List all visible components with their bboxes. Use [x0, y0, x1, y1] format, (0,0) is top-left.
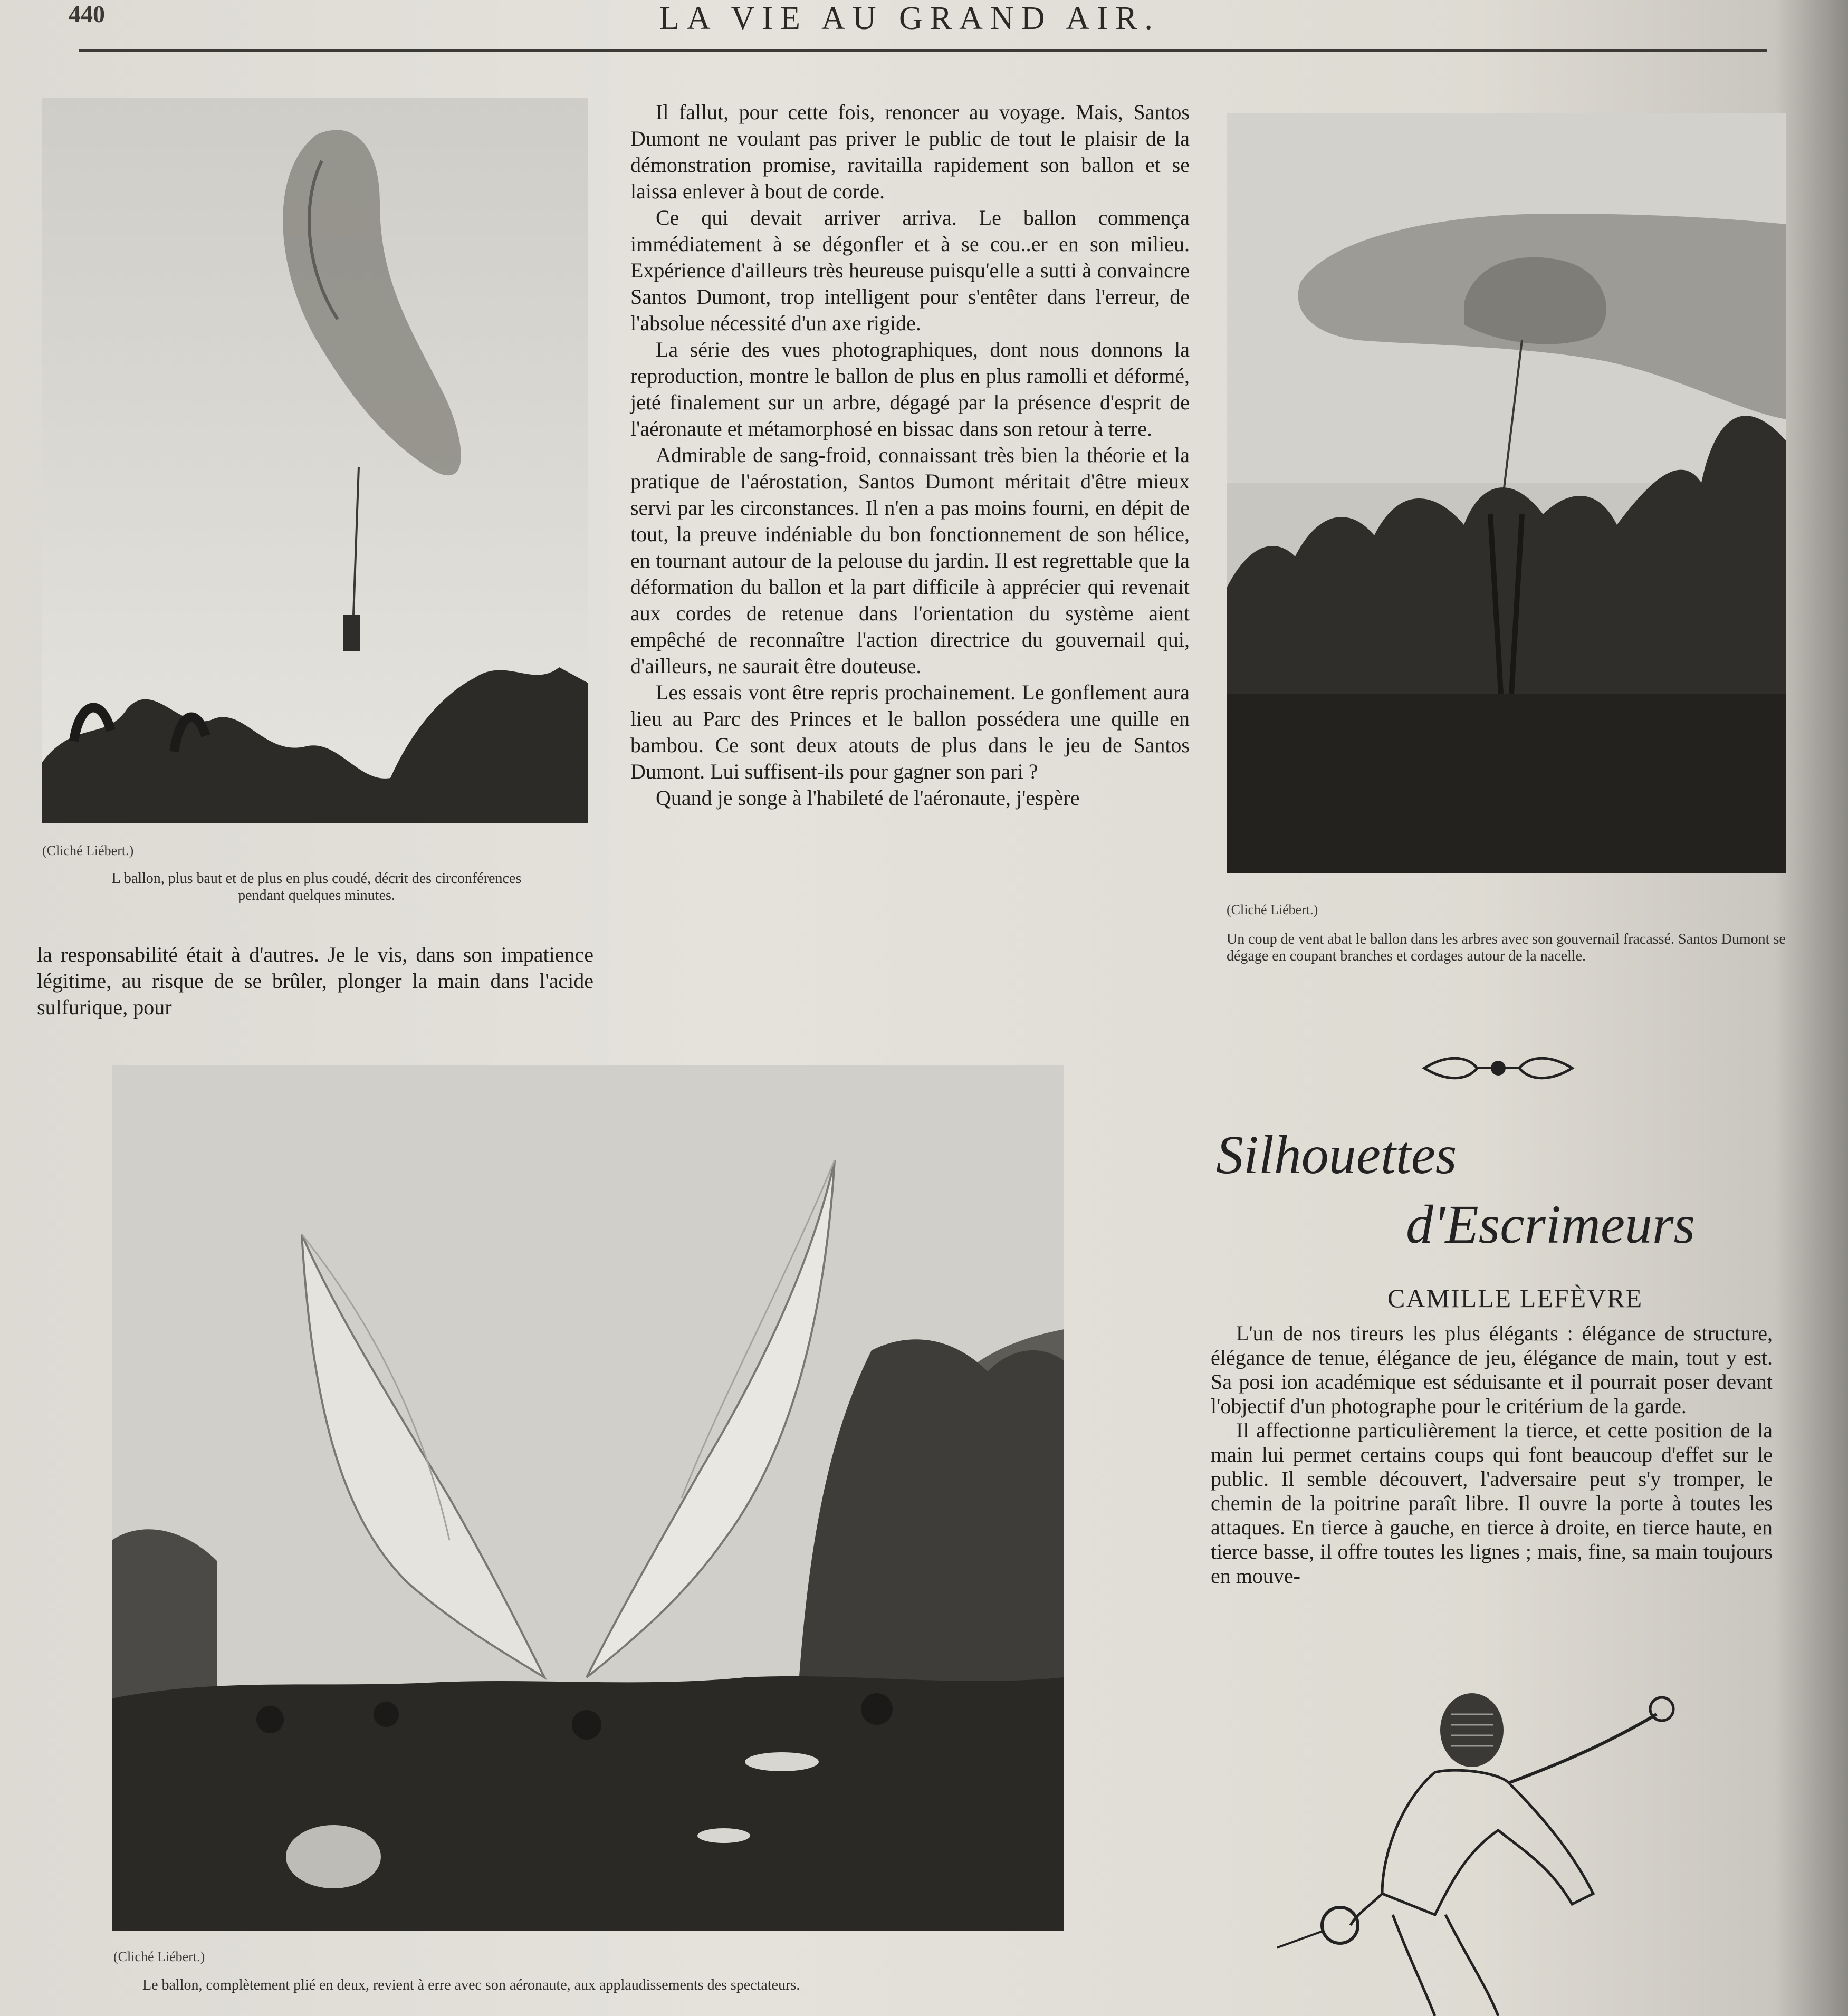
middle-paragraph-4: Admirable de sang-froid, connaissant très bien la théorie et la pratique de l'aérostation, Santos Dumont méritait d'être mieux servi par les circonstances. Il n'en a pas moins fourni, en dépit de tout, la preuve indéniable du bon fonctionnement de son hélice, en tournant autour de la pelouse du jardin. Il est regrettable que la déformation du ballon et la part difficile à apprécier qui revenait aux cordes de retenue dans l'orientation du système aient empêché de reconnaître l'action directrice du gouvernail qui, d'ailleurs, ne saurait être douteuse. — [630, 443, 1190, 678]
article-paragraph-2: Il affectionne particulièrement la tierce, et cette position de la main lui permet certains coups qui font beaucoup d'effet sur le public. Il semble découvert, l'adversaire peut s'y tromper, le chemin de la poitrine paraît libre. Il ouvre la porte à toutes les attaques. En tierce à gauche, en tierce à droite, en tierce haute, en tierce basse, il offre toutes les lignes ; mais, fine, sa main toujours en mouve- — [1211, 1418, 1773, 1588]
left-column-paragraph: la responsabilité était à d'autres. Je le vis, dans son impatience légitime, au risque de se brûler, plonger la main dans l'acide sulfurique, pour — [37, 943, 593, 1019]
photo-balloon-ascending — [42, 98, 588, 823]
middle-paragraph-1: Il fallut, pour cette fois, renoncer au voyage. Mais, Santos Dumont ne voulant pas priver le public de tout le plaisir de la démonstration promise, ravitailla rapidement son ballon et se laissa enlever à bout de corde. — [630, 100, 1190, 203]
article-paragraph-1: L'un de nos tireurs les plus élégants : élégance de structure, élégance de tenue, élégance de jeu, élégance de main, tout y est. Sa posi ion académique est séduisante et il pourrait poser devant l'objectif d'un photographe pour le critérium de la garde. — [1211, 1321, 1773, 1418]
middle-paragraph-3: La série des vues photographiques, dont nous donnons la reproduction, montre le ballon de plus en plus ramolli et déformé, jeté finalement sur un arbre, dégagé par la présence d'esprit de l'aéronaute et métamorphosé en bissac dans son retour à terre. — [630, 338, 1190, 440]
photo-balloon-folded-crowd — [112, 1065, 1064, 1931]
photo-caption-top-left: L ballon, plus baut et de plus en plus coudé, décrit des circonférences pendant quelques minutes. — [111, 870, 522, 904]
article-subtitle: CAMILLE LEFÈVRE — [1387, 1283, 1643, 1313]
middle-paragraph-2: Ce qui devait arriver arriva. Le ballon commença immédiatement à se dégonfler et à se cou..er en son milieu. Expérience d'ailleurs très heureuse puisqu'elle a sutti à convaincre Santos Dumont, trop intelligent pour s'entêter dans l'erreur, de l'absolue nécessité d'un axe rigide. — [630, 206, 1190, 335]
fencer-illustration — [1277, 1693, 1709, 2016]
left-column-text — [37, 942, 593, 1021]
header-rule — [79, 49, 1767, 52]
photo-credit-top-left: (Cliché Liébert.) — [42, 843, 134, 858]
photo-credit-bottom: (Cliché Liébert.) — [113, 1949, 205, 1964]
photo-caption-top-right: Un coup de vent abat le ballon dans les arbres avec son gouvernail fracassé. Santos Dumont se dégage en coupant branches et cordages autour de la nacelle. — [1227, 931, 1786, 964]
running-head: LA VIE AU GRAND AIR. — [659, 1, 1160, 36]
article-column — [1211, 1321, 1773, 1588]
photo-caption-bottom: Le ballon, complètement plié en deux, revient à erre avec son aéronaute, aux applaudissements des spectateurs. — [142, 1977, 800, 1993]
page-number: 440 — [69, 1, 105, 27]
middle-paragraph-5: Les essais vont être repris prochainement. Le gonflement aura lieu au Parc des Princes et le ballon possédera une quille en bambou. Ce sont deux atouts de plus dans le jeu de Santos Dumont. Lui suffisent-ils pour gagner son pari ? — [630, 680, 1190, 783]
photo-balloon-in-trees — [1227, 113, 1786, 873]
article-title-line-2: d'Escrimeurs — [1406, 1194, 1695, 1255]
decorative-ornament-icon — [1419, 1044, 1577, 1092]
article-title-line-1: Silhouettes — [1216, 1125, 1457, 1185]
middle-column — [630, 99, 1190, 811]
middle-paragraph-6: Quand je songe à l'habileté de l'aéronaute, j'espère — [656, 786, 1080, 810]
photo-credit-top-right: (Cliché Liébert.) — [1227, 902, 1318, 917]
